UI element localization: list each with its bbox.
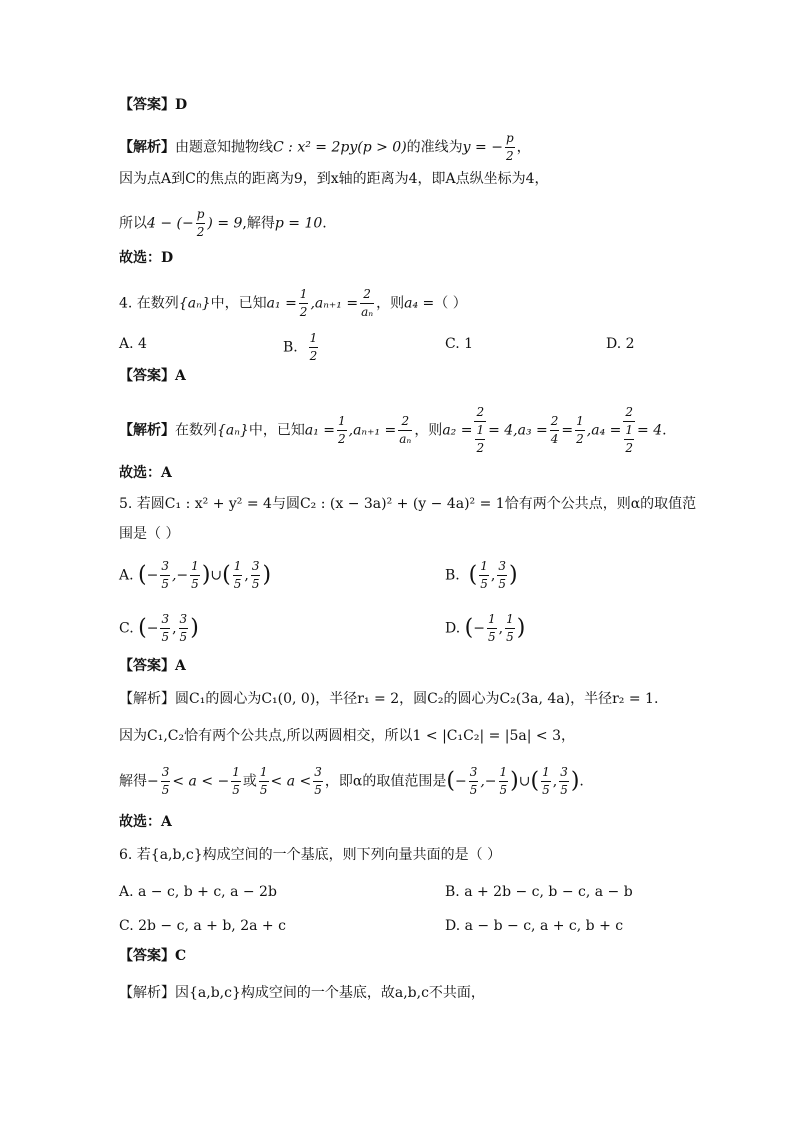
option-c: C. 1 — [445, 336, 474, 352]
question-5-stem: 5. 若圆C₁ : x² + y² = 4与圆C₂ : (x − 3a)² + (y − 4a)² = 1恰有两个公共点，则α的取值范 — [119, 496, 697, 512]
fraction: $\frac{p}{2}$ — [196, 207, 205, 239]
explanation-line: 【解析】圆C₁的圆心为C₁(0, 0)，半径r₁ = 2，圆C₂的圆心为C₂(3a, 4a)，半径r₂ = 1. — [119, 691, 659, 707]
option-a: A. 4 — [119, 336, 147, 352]
fraction: $\frac{1}{2}$ — [299, 287, 308, 319]
option-b: B. ( $\frac{1}{5}$ , $\frac{3}{5}$ ) — [445, 559, 518, 591]
fraction: $\frac{p}{2}$ — [505, 131, 514, 163]
answer-label: 【答案】C — [119, 948, 187, 964]
explanation-line: 所以4 − (− $\frac{p}{2}$ ) = 9,解得p = 10. — [119, 207, 327, 239]
answer-label: 【答案】A — [119, 658, 186, 674]
explanation-label: 【解析】 — [119, 139, 175, 156]
option-b: B. $\frac{1}{2}$ — [283, 331, 318, 363]
option-c: C. 2b − c, a + b, 2a + c — [119, 918, 286, 934]
option-a: A. a − c, b + c, a − 2b — [119, 884, 277, 900]
option-c: C. (− $\frac{3}{5}$ , $\frac{3}{5}$ ) — [119, 612, 199, 644]
option-d: D. (− $\frac{1}{5}$ , $\frac{1}{5}$ ) — [445, 612, 526, 644]
question-4-stem: 4. 在数列{aₙ}中，已知a₁ = $\frac{1}{2}$ ,aₙ₊₁ = $\frac{2}{\text{aₙ}}$ ，则a₄ =（ ） — [119, 287, 467, 319]
question-5-stem: 围是（ ） — [119, 526, 180, 542]
option-a: A. (− $\frac{3}{5}$ ,− $\frac{1}{5}$ )∪( $\frac{1}{5}$ , $\frac{3}{5}$ ) — [119, 559, 272, 591]
answer-label: 【答案】A — [119, 368, 186, 384]
option-d: D. 2 — [606, 336, 635, 352]
option-b: B. a + 2b − c, b − c, a − b — [445, 884, 633, 900]
answer-label: 【答案】D — [119, 97, 188, 113]
selection-line: 故选：A — [119, 465, 172, 481]
question-6-stem: 6. 若{a,b,c}构成空间的一个基底，则下列向量共面的是（ ） — [119, 847, 502, 863]
option-d: D. a − b − c, a + c, b + c — [445, 918, 624, 934]
explanation-line: 【解析】在数列{aₙ}中，已知a₁ = $\frac{1}{2}$ ,aₙ₊₁ = $\frac{2}{\text{aₙ}}$ ，则a₂ = 2 1 2 = 4,a₃ = $\frac{2}{4}$ = $\frac{1}{2}$ ,a₄ = 2 1 2 = 4. — [119, 405, 667, 455]
explanation-line: 【解析】由题意知抛物线C : x² = 2py(p > 0)的准线为y = − $\frac{p}{2}$ ， — [119, 131, 531, 163]
selection-line: 故选：A — [119, 814, 172, 830]
explanation-line: 【解析】因{a,b,c}构成空间的一个基底，故a,b,c不共面， — [119, 985, 485, 1001]
explanation-line: 因为点A到C的焦点的距离为9，到x轴的距离为4，即A点纵坐标为4， — [119, 171, 549, 187]
selection-line: 故选：D — [119, 250, 174, 266]
explanation-line: 解得− $\frac{3}{5}$ < a < − $\frac{1}{5}$ 或 $\frac{1}{5}$ < a < $\frac{3}{5}$ ，即α的取值范围是(− $\frac{3}{5}$ ,− $\frac{1}{5}$ )∪( $\frac{1}{5}$ , $\frac{3}{5}$ ). — [119, 765, 584, 797]
fraction: $\frac{2}{\text{aₙ}}$ — [361, 287, 374, 319]
explanation-line: 因为C₁,C₂恰有两个公共点,所以两圆相交，所以1 < |C₁C₂| = |5a| < 3， — [119, 728, 576, 744]
fraction: $\frac{1}{2}$ — [309, 331, 318, 363]
